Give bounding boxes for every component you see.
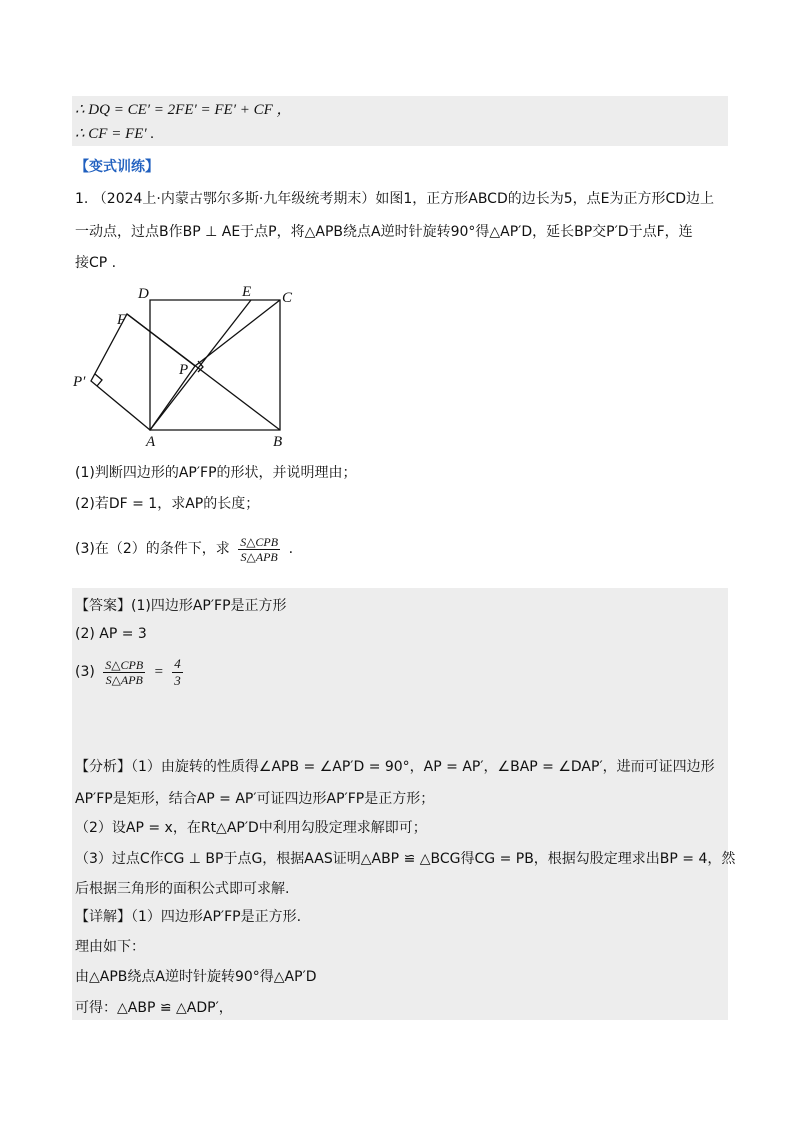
label-f: F — [117, 312, 127, 328]
answer-line-3: (3) $\frac{\text{S△CPB}}{\text{S△APB}}$ = $\frac{4}{3}$ — [75, 655, 181, 688]
answer-line-2: (2) AP = 3 — [75, 626, 147, 642]
analysis-line-5: 后根据三角形的面积公式即可求解. — [75, 881, 290, 897]
label-c: C — [282, 290, 293, 306]
section-heading: 【变式训练】 — [75, 159, 159, 175]
previous-solution-line-2: ∴ CF = FE′ . — [75, 126, 155, 142]
right-angle-p-prime — [95, 374, 102, 386]
previous-solution-line-1: ∴ DQ = CE′ = 2FE′ = FE′ + CF ， — [75, 102, 292, 118]
detail-line-2: 理由如下： — [75, 939, 145, 955]
label-p-prime: P′ — [73, 374, 86, 390]
problem-line-2: 一动点，过点B作BP ⊥ AE于点P，将△APB绕点A逆时针旋转90°得△AP′D，延长BP交P′D于点F，连 — [75, 224, 693, 240]
analysis-line-1: 【分析】（1）由旋转的性质得∠APB = ∠AP′D = 90°，AP = AP′，∠BAP = ∠DAP′，进而可证四边形 — [75, 759, 715, 775]
square-abcd — [150, 300, 280, 430]
area-ratio-fraction: $\frac{\text{S△CPB}}{\text{S△APB}}$ — [240, 534, 279, 564]
label-p: P — [179, 362, 189, 378]
segment-pc — [195, 300, 280, 366]
question-3: (3)在（2）的条件下，求 $\frac{\text{S△CPB}}{\text{S△APB}}$ . — [75, 534, 294, 564]
analysis-line-3: （2）设AP = x，在Rt△AP′D中利用勾股定理求解即可； — [75, 820, 427, 836]
label-e: E — [242, 284, 252, 300]
label-d: D — [138, 286, 149, 302]
answer-ratio-fraction: $\frac{\text{S△CPB}}{\text{S△APB}}$ — [105, 657, 144, 687]
detail-line-3: 由△APB绕点A逆时针旋转90°得△AP′D — [75, 969, 317, 985]
answer-value-fraction: $\frac{4}{3}$ — [174, 655, 181, 688]
detail-line-1: 【详解】（1）四边形AP′FP是正方形. — [75, 909, 302, 925]
label-b: B — [273, 434, 283, 450]
answer-line-1: 【答案】(1)四边形AP′FP是正方形 — [75, 598, 287, 614]
analysis-line-2: AP′FP是矩形，结合AP = AP′可证四边形AP′FP是正方形； — [75, 791, 435, 807]
label-a: A — [146, 434, 156, 450]
geometry-figure — [70, 282, 310, 450]
detail-line-4: 可得：△ABP ≌ △ADP′， — [75, 1000, 233, 1016]
question-1: (1)判断四边形的AP′FP的形状，并说明理由； — [75, 465, 357, 481]
problem-line-1: 1. （2024上·内蒙古鄂尔多斯·九年级统考期末）如图1，正方形ABCD的边长为5，点E为正方形CD边上 — [75, 191, 715, 207]
problem-line-3: 接CP . — [75, 255, 117, 271]
analysis-line-4: （3）过点C作CG ⊥ BP于点G，根据AAS证明△ABP ≌ △BCG得CG = PB，根据勾股定理求出BP = 4，然 — [75, 851, 736, 867]
question-2: (2)若DF = 1，求AP的长度； — [75, 496, 260, 512]
